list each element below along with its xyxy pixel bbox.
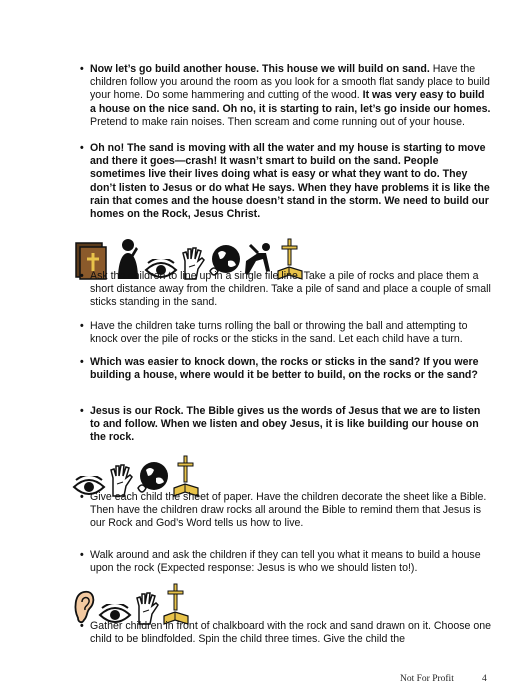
bullet-item [80, 405, 492, 445]
bullet-marker: • [80, 620, 84, 632]
bullet-item [80, 549, 492, 575]
bullet-item [80, 320, 492, 346]
bullet-text [90, 63, 492, 129]
bullet-text [90, 405, 492, 445]
bullet-marker: • [80, 142, 84, 154]
bullet-marker: • [80, 320, 84, 332]
bullet-item [80, 620, 492, 646]
text-run: Ask the children to line up in a single file line. Take a pile of rocks and place them a short distance away from the children. Take a pile of sand and place a couple of small sticks standing in the sand. [90, 270, 491, 309]
bold-text-run: It was very easy to build a house on the nice sand. Oh no, it is starting to rain, let’s go inside our homes. [90, 89, 491, 115]
icon-row [72, 578, 190, 626]
bullet-text [90, 620, 492, 646]
text-run: Give each child the sheet of paper. Have the children decorate the sheet like a Bible. Then have the children draw rocks all around the Bible to remind them that Jesus is our Rock and God’s Word tells us how to live. [90, 491, 487, 530]
footer-label: Not For Profit [400, 674, 454, 684]
text-run: Have the children take turns rolling the ball or throwing the ball and attempting to knock over the pile of rocks or the sticks in the sand. Let each child have a turn. [90, 320, 468, 346]
text-run: Gather children in front of chalkboard with the rock and sand drawn on it. Choose one child to be blindfolded. Spin the child three times. Give the child the [90, 620, 492, 646]
text-run: Have the children follow you around the room as you look for a smooth flat sandy place to build your home. Do some hammering and cutting of the wood. [90, 63, 490, 102]
bullet-text [90, 549, 492, 575]
page-number: 4 [482, 674, 487, 684]
bullet-item [80, 356, 492, 382]
page-footer [400, 674, 487, 684]
bold-text-run: Now let’s go build another house. This house we will build on sand. [90, 63, 430, 75]
bold-text-run: Oh no! The sand is moving with all the water and my house is starting to move and there it goes—crash! It wasn’t smart to build on the sand. People sometimes live their lives doing what is easy or what they want to do. They don’t listen to Jesus or do what He says. When they have problems it is like the rain that comes and the house doesn’t stand in the storm. We need to build our homes on the Rock, Jesus Christ. [90, 142, 490, 221]
bold-text-run: Which was easier to knock down, the rocks or sticks in the sand? If you were building a house, where would it be better to build, on the rocks or the sand? [90, 356, 479, 382]
bullet-item [80, 142, 492, 221]
text-run: Walk around and ask the children if they can tell you what it means to build a house upon the rock (Expected response: Jesus is who we should listen to!). [90, 549, 481, 575]
bullet-marker: • [80, 356, 84, 368]
bullet-text [90, 320, 492, 346]
bullet-marker: • [80, 491, 84, 503]
bullet-text [90, 356, 492, 382]
bullet-marker: • [80, 270, 84, 282]
bullet-marker: • [80, 549, 84, 561]
bullet-text [90, 270, 492, 310]
bullet-item [80, 270, 492, 310]
bullet-item [80, 63, 492, 129]
bullet-item [80, 491, 492, 531]
bullet-text [90, 142, 492, 221]
bullet-text [90, 491, 492, 531]
bullet-marker: • [80, 405, 84, 417]
bold-text-run: Jesus is our Rock. The Bible gives us the words of Jesus that we are to listen to and follow. When we listen and obey Jesus, it is like building our house on the rock. [90, 405, 481, 444]
bullet-marker: • [80, 63, 84, 75]
text-run: Pretend to make rain noises. Then scream and come running out of your house. [90, 115, 465, 128]
